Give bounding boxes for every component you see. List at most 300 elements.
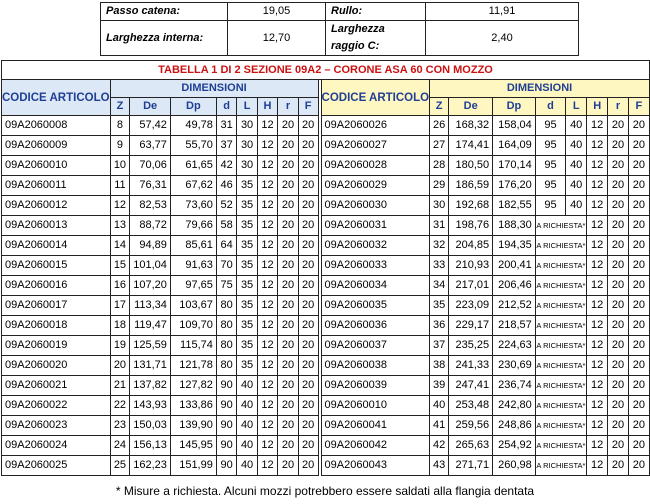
cell-d: 95 <box>535 156 566 176</box>
cell-f: 20 <box>628 376 649 396</box>
cell-de: 107,20 <box>130 276 171 296</box>
cell-dp: 170,14 <box>493 156 536 176</box>
column-header-right: d <box>535 98 566 116</box>
cell-dp: 218,57 <box>493 316 536 336</box>
cell-h: 12 <box>257 316 277 336</box>
article-code: 09A2060042 <box>321 436 430 456</box>
footnote: * Misure a richiesta. Alcuni mozzi potrebbero essere saldati alla flangia dentata <box>115 484 535 498</box>
cell-f: 20 <box>298 296 318 316</box>
cell-f: 20 <box>298 436 318 456</box>
cell-z: 42 <box>430 436 449 456</box>
article-code: 09A2060028 <box>321 156 430 176</box>
cell-dp: 127,82 <box>170 376 216 396</box>
article-code: 09A2060013 <box>2 216 111 236</box>
table-row <box>2 436 650 456</box>
cell-z: 23 <box>110 416 130 436</box>
table-row <box>2 356 650 376</box>
cell-z: 31 <box>430 216 449 236</box>
cell-h: 12 <box>587 436 608 456</box>
column-header-right: Z <box>430 98 449 116</box>
column-header-left: r <box>278 98 298 116</box>
on-request-cell: A RICHIESTA* <box>535 376 586 396</box>
cell-de: 253,48 <box>449 396 493 416</box>
cell-h: 12 <box>587 216 608 236</box>
cell-h: 12 <box>587 256 608 276</box>
cell-de: 82,53 <box>130 196 171 216</box>
cell-dp: 139,90 <box>170 416 216 436</box>
cell-r: 20 <box>608 316 628 336</box>
cell-f: 20 <box>298 116 318 136</box>
cell-f: 20 <box>298 216 318 236</box>
cell-h: 12 <box>257 376 277 396</box>
article-code: 09A2060010 <box>321 396 430 416</box>
cell-f: 20 <box>298 396 318 416</box>
cell-d: 31 <box>216 116 236 136</box>
chain-specs-row <box>101 3 579 21</box>
cell-dp: 85,61 <box>170 236 216 256</box>
table-row <box>2 196 650 216</box>
cell-d: 52 <box>216 196 236 216</box>
cell-h: 12 <box>257 216 277 236</box>
on-request-cell: A RICHIESTA* <box>535 436 586 456</box>
cell-f: 20 <box>628 396 649 416</box>
cell-l: 35 <box>237 176 257 196</box>
cell-r: 20 <box>278 296 298 316</box>
article-code: 09A2060041 <box>321 416 430 436</box>
cell-z: 35 <box>430 296 449 316</box>
cell-dp: 97,65 <box>170 276 216 296</box>
cell-h: 12 <box>257 356 277 376</box>
on-request-cell: A RICHIESTA* <box>535 316 586 336</box>
table-row <box>2 256 650 276</box>
dim-header-right: DIMENSIONI <box>430 80 650 98</box>
cell-f: 20 <box>628 276 649 296</box>
cell-h: 12 <box>257 396 277 416</box>
table-row <box>2 376 650 396</box>
cell-h: 12 <box>587 276 608 296</box>
cell-dp: 49,78 <box>170 116 216 136</box>
table-row <box>2 236 650 256</box>
cell-z: 10 <box>110 156 130 176</box>
cell-dp: 61,65 <box>170 156 216 176</box>
article-code: 09A2060030 <box>321 196 430 216</box>
cell-de: 101,04 <box>130 256 171 276</box>
cell-f: 20 <box>628 336 649 356</box>
on-request-cell: A RICHIESTA* <box>535 356 586 376</box>
cell-l: 35 <box>237 296 257 316</box>
cell-de: 143,93 <box>130 396 171 416</box>
cell-h: 12 <box>587 136 608 156</box>
cell-z: 15 <box>110 256 130 276</box>
on-request-cell: A RICHIESTA* <box>535 336 586 356</box>
sprocket-table <box>1 60 650 476</box>
rullo-label: Rullo: <box>326 3 426 21</box>
column-header-left: H <box>257 98 277 116</box>
table-title-row <box>2 61 650 80</box>
cell-h: 12 <box>257 176 277 196</box>
cell-de: 235,25 <box>449 336 493 356</box>
cell-dp: 206,46 <box>493 276 536 296</box>
cell-l: 35 <box>237 336 257 356</box>
cell-r: 20 <box>278 436 298 456</box>
chain-specs-table <box>100 2 579 56</box>
cell-z: 39 <box>430 376 449 396</box>
cell-z: 16 <box>110 276 130 296</box>
cell-f: 20 <box>298 336 318 356</box>
cell-d: 90 <box>216 416 236 436</box>
cell-h: 12 <box>257 276 277 296</box>
article-code: 09A2060020 <box>2 356 111 376</box>
cell-z: 32 <box>430 236 449 256</box>
article-code: 09A2060018 <box>2 316 111 336</box>
article-code: 09A2060033 <box>321 256 430 276</box>
cell-d: 46 <box>216 176 236 196</box>
passo-catena-label: Passo catena: <box>101 3 228 21</box>
on-request-cell: A RICHIESTA* <box>535 256 586 276</box>
cell-r: 20 <box>278 396 298 416</box>
cell-de: 63,77 <box>130 136 171 156</box>
cell-r: 20 <box>608 436 628 456</box>
cell-de: 156,13 <box>130 436 171 456</box>
cell-h: 12 <box>257 456 277 476</box>
table-row <box>2 416 650 436</box>
article-code: 09A2060016 <box>2 276 111 296</box>
code-header-right: CODICE ARTICOLO <box>321 80 430 116</box>
cell-z: 36 <box>430 316 449 336</box>
cell-r: 20 <box>608 116 628 136</box>
cell-de: 223,09 <box>449 296 493 316</box>
cell-h: 12 <box>587 396 608 416</box>
cell-de: 204,85 <box>449 236 493 256</box>
cell-de: 70,06 <box>130 156 171 176</box>
cell-z: 30 <box>430 196 449 216</box>
cell-d: 75 <box>216 276 236 296</box>
table-title: TABELLA 1 DI 2 SEZIONE 09A2 – CORONE ASA 60 CON MOZZO <box>2 61 650 80</box>
cell-f: 20 <box>628 176 649 196</box>
cell-f: 20 <box>628 236 649 256</box>
cell-de: 174,41 <box>449 136 493 156</box>
table-row <box>2 156 650 176</box>
header-row <box>2 80 650 98</box>
cell-h: 12 <box>587 176 608 196</box>
article-code: 09A2060035 <box>321 296 430 316</box>
cell-dp: 158,04 <box>493 116 536 136</box>
cell-z: 40 <box>430 396 449 416</box>
cell-r: 20 <box>608 396 628 416</box>
cell-dp: 133,86 <box>170 396 216 416</box>
cell-r: 20 <box>278 416 298 436</box>
cell-r: 20 <box>278 316 298 336</box>
cell-de: 217,01 <box>449 276 493 296</box>
cell-r: 20 <box>278 196 298 216</box>
cell-dp: 115,74 <box>170 336 216 356</box>
cell-h: 12 <box>587 236 608 256</box>
article-code: 09A2060031 <box>321 216 430 236</box>
cell-l: 30 <box>237 116 257 136</box>
cell-d: 64 <box>216 236 236 256</box>
cell-z: 41 <box>430 416 449 436</box>
table-row <box>2 216 650 236</box>
cell-d: 80 <box>216 316 236 336</box>
cell-de: 57,42 <box>130 116 171 136</box>
cell-dp: 164,09 <box>493 136 536 156</box>
cell-de: 94,89 <box>130 236 171 256</box>
on-request-cell: A RICHIESTA* <box>535 456 586 476</box>
cell-h: 12 <box>257 156 277 176</box>
cell-f: 20 <box>298 416 318 436</box>
cell-h: 12 <box>257 296 277 316</box>
cell-r: 20 <box>278 176 298 196</box>
cell-d: 95 <box>535 136 566 156</box>
cell-h: 12 <box>587 456 608 476</box>
cell-r: 20 <box>278 276 298 296</box>
cell-z: 19 <box>110 336 130 356</box>
cell-z: 24 <box>110 436 130 456</box>
cell-l: 35 <box>237 316 257 336</box>
article-code: 09A2060021 <box>2 376 111 396</box>
cell-f: 20 <box>628 356 649 376</box>
cell-l: 40 <box>237 376 257 396</box>
cell-de: 265,63 <box>449 436 493 456</box>
cell-f: 20 <box>298 176 318 196</box>
cell-dp: 260,98 <box>493 456 536 476</box>
article-code: 09A2060023 <box>2 416 111 436</box>
cell-f: 20 <box>628 296 649 316</box>
article-code: 09A2060017 <box>2 296 111 316</box>
cell-z: 33 <box>430 256 449 276</box>
cell-l: 40 <box>237 416 257 436</box>
cell-r: 20 <box>278 136 298 156</box>
cell-f: 20 <box>298 456 318 476</box>
cell-h: 12 <box>257 416 277 436</box>
cell-r: 20 <box>278 336 298 356</box>
cell-f: 20 <box>628 436 649 456</box>
cell-dp: 230,69 <box>493 356 536 376</box>
cell-dp: 91,63 <box>170 256 216 276</box>
cell-l: 40 <box>237 436 257 456</box>
cell-de: 162,23 <box>130 456 171 476</box>
cell-l: 35 <box>237 256 257 276</box>
article-code: 09A2060015 <box>2 256 111 276</box>
cell-de: 198,76 <box>449 216 493 236</box>
dim-header-left: DIMENSIONI <box>110 80 318 98</box>
cell-f: 20 <box>298 276 318 296</box>
table-row <box>2 336 650 356</box>
cell-f: 20 <box>628 256 649 276</box>
cell-de: 150,03 <box>130 416 171 436</box>
cell-dp: 176,20 <box>493 176 536 196</box>
cell-z: 8 <box>110 116 130 136</box>
cell-f: 20 <box>628 136 649 156</box>
cell-r: 20 <box>608 376 628 396</box>
cell-dp: 194,35 <box>493 236 536 256</box>
cell-r: 20 <box>608 416 628 436</box>
cell-d: 58 <box>216 216 236 236</box>
column-header-right: H <box>587 98 608 116</box>
cell-dp: 200,41 <box>493 256 536 276</box>
cell-de: 259,56 <box>449 416 493 436</box>
article-code: 09A2060024 <box>2 436 111 456</box>
cell-dp: 121,78 <box>170 356 216 376</box>
cell-f: 20 <box>298 156 318 176</box>
cell-r: 20 <box>608 216 628 236</box>
cell-de: 137,82 <box>130 376 171 396</box>
cell-dp: 151,99 <box>170 456 216 476</box>
cell-l: 35 <box>237 216 257 236</box>
larghezza-interna-value: 12,70 <box>228 21 326 56</box>
cell-z: 29 <box>430 176 449 196</box>
table-row <box>2 316 650 336</box>
cell-de: 210,93 <box>449 256 493 276</box>
cell-h: 12 <box>587 376 608 396</box>
article-code: 09A2060029 <box>321 176 430 196</box>
cell-r: 20 <box>278 156 298 176</box>
cell-dp: 212,52 <box>493 296 536 316</box>
cell-f: 20 <box>298 196 318 216</box>
cell-r: 20 <box>608 336 628 356</box>
cell-de: 229,17 <box>449 316 493 336</box>
passo-catena-value: 19,05 <box>228 3 326 21</box>
column-header-right: L <box>566 98 587 116</box>
cell-z: 11 <box>110 176 130 196</box>
cell-r: 20 <box>608 136 628 156</box>
cell-r: 20 <box>608 276 628 296</box>
cell-f: 20 <box>298 376 318 396</box>
cell-dp: 55,70 <box>170 136 216 156</box>
cell-de: 131,71 <box>130 356 171 376</box>
table-row <box>2 136 650 156</box>
cell-z: 43 <box>430 456 449 476</box>
article-code: 09A2060008 <box>2 116 111 136</box>
cell-h: 12 <box>587 296 608 316</box>
article-code: 09A2060037 <box>321 336 430 356</box>
cell-l: 35 <box>237 236 257 256</box>
article-code: 09A2060025 <box>2 456 111 476</box>
cell-z: 22 <box>110 396 130 416</box>
cell-de: 192,68 <box>449 196 493 216</box>
column-header-right: F <box>628 98 649 116</box>
cell-h: 12 <box>257 196 277 216</box>
cell-z: 28 <box>430 156 449 176</box>
cell-dp: 109,70 <box>170 316 216 336</box>
larghezza-interna-label: Larghezza interna: <box>101 21 228 56</box>
code-header-left: CODICE ARTICOLO <box>2 80 111 116</box>
cell-f: 20 <box>298 356 318 376</box>
cell-l: 40 <box>566 176 587 196</box>
cell-r: 20 <box>608 236 628 256</box>
cell-d: 90 <box>216 456 236 476</box>
article-code: 09A2060019 <box>2 336 111 356</box>
cell-r: 20 <box>608 256 628 276</box>
cell-r: 20 <box>608 356 628 376</box>
cell-dp: 224,63 <box>493 336 536 356</box>
on-request-cell: A RICHIESTA* <box>535 236 586 256</box>
table-row <box>2 456 650 476</box>
column-header-left: L <box>237 98 257 116</box>
cell-dp: 67,62 <box>170 176 216 196</box>
cell-r: 20 <box>278 216 298 236</box>
cell-l: 35 <box>237 356 257 376</box>
cell-r: 20 <box>608 296 628 316</box>
cell-de: 113,34 <box>130 296 171 316</box>
cell-d: 90 <box>216 376 236 396</box>
cell-dp: 73,60 <box>170 196 216 216</box>
cell-z: 20 <box>110 356 130 376</box>
cell-d: 95 <box>535 116 566 136</box>
article-code: 09A2060032 <box>321 236 430 256</box>
cell-z: 12 <box>110 196 130 216</box>
cell-z: 25 <box>110 456 130 476</box>
article-code: 09A2060027 <box>321 136 430 156</box>
cell-r: 20 <box>608 456 628 476</box>
cell-l: 40 <box>566 196 587 216</box>
cell-z: 37 <box>430 336 449 356</box>
cell-z: 9 <box>110 136 130 156</box>
on-request-cell: A RICHIESTA* <box>535 296 586 316</box>
cell-f: 20 <box>628 116 649 136</box>
on-request-cell: A RICHIESTA* <box>535 416 586 436</box>
cell-r: 20 <box>278 236 298 256</box>
cell-r: 20 <box>608 196 628 216</box>
cell-f: 20 <box>628 216 649 236</box>
article-code: 09A2060010 <box>2 156 111 176</box>
cell-z: 27 <box>430 136 449 156</box>
article-code: 09A2060022 <box>2 396 111 416</box>
column-header-right: De <box>449 98 493 116</box>
cell-z: 21 <box>110 376 130 396</box>
cell-dp: 254,92 <box>493 436 536 456</box>
cell-l: 40 <box>237 396 257 416</box>
larghezza-raggio-label: Larghezza raggio C: <box>326 21 426 56</box>
cell-d: 42 <box>216 156 236 176</box>
cell-f: 20 <box>298 316 318 336</box>
cell-dp: 236,74 <box>493 376 536 396</box>
cell-dp: 103,67 <box>170 296 216 316</box>
article-code: 09A2060014 <box>2 236 111 256</box>
cell-h: 12 <box>257 236 277 256</box>
cell-l: 40 <box>237 456 257 476</box>
cell-f: 20 <box>628 316 649 336</box>
cell-r: 20 <box>608 156 628 176</box>
cell-l: 40 <box>566 136 587 156</box>
cell-l: 35 <box>237 196 257 216</box>
table-row <box>2 396 650 416</box>
column-header-right: r <box>608 98 628 116</box>
cell-d: 80 <box>216 336 236 356</box>
cell-r: 20 <box>278 256 298 276</box>
cell-d: 80 <box>216 296 236 316</box>
cell-f: 20 <box>298 136 318 156</box>
rullo-value: 11,91 <box>426 3 579 21</box>
column-header-right: Dp <box>493 98 536 116</box>
cell-h: 12 <box>257 116 277 136</box>
article-code: 09A2060043 <box>321 456 430 476</box>
cell-d: 37 <box>216 136 236 156</box>
cell-l: 35 <box>237 276 257 296</box>
cell-dp: 248,86 <box>493 416 536 436</box>
on-request-cell: A RICHIESTA* <box>535 276 586 296</box>
cell-de: 88,72 <box>130 216 171 236</box>
cell-l: 40 <box>566 116 587 136</box>
cell-h: 12 <box>257 336 277 356</box>
cell-h: 12 <box>587 336 608 356</box>
cell-l: 30 <box>237 136 257 156</box>
cell-h: 12 <box>587 316 608 336</box>
cell-d: 90 <box>216 436 236 456</box>
column-header-left: d <box>216 98 236 116</box>
cell-r: 20 <box>278 376 298 396</box>
cell-de: 125,59 <box>130 336 171 356</box>
